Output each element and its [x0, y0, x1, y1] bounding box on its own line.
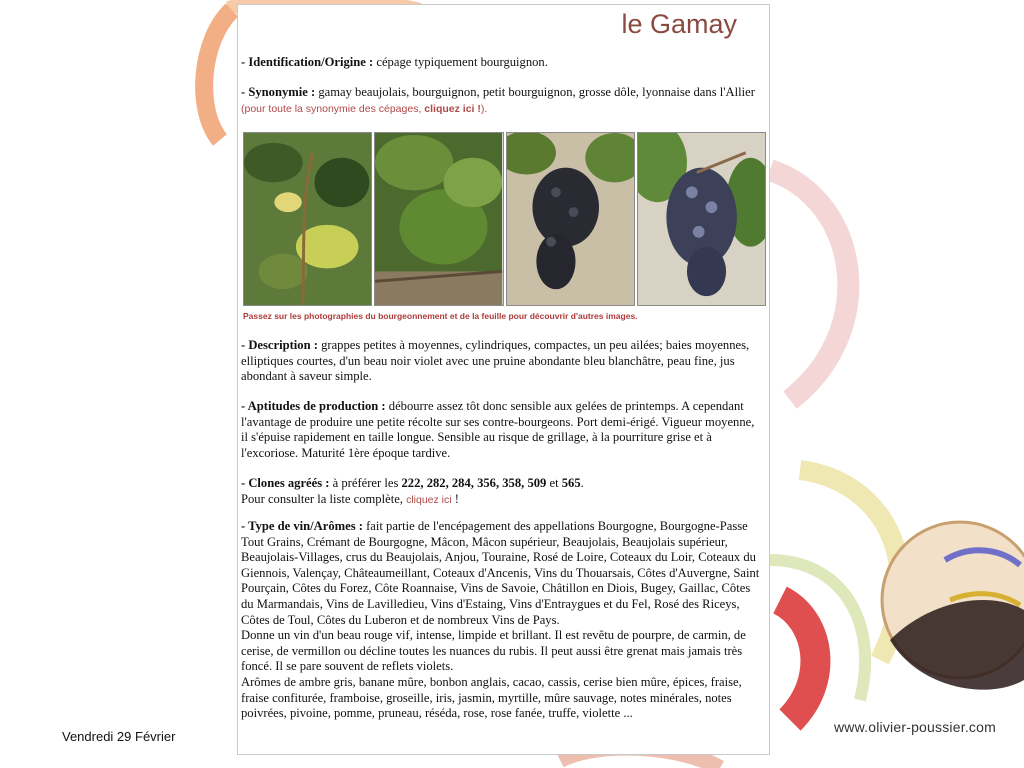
- description-text: grappes petites à moyennes, cylindriques, compactes, un peu ailées; baies moyennes, elliptiques courtes, d'un beau noir violet avec une pruine abondante bleu blanchâtre, peau fine, jus abondant à saveur simple.: [241, 338, 750, 384]
- synonymie-paragraph: [241, 85, 761, 117]
- synonymie-link-suffix: ).: [480, 102, 488, 115]
- type-vin-text2: Donne un vin d'un beau rouge vif, intense, limpide et brillant. Il est revêtu de pourpre, de carmin, de cerise, de vermillon ou décline toutes les nuances du rubis. Il peut aussi être grenat mais jamais très foncé. Il se pare souvent de reflets violets.: [241, 628, 746, 674]
- type-vin-text3: Arômes de ambre gris, banane mûre, bonbon anglais, cacao, cassis, cerise bien mûre, épices, fraise, fraise confiturée, framboise, groseille, iris, jasmin, myrtille, mûre sauvage, notes minérales, notes poivrées, pivoine, pomme, pruneau, réséda, rose, rose fanée, truffe, violette ...: [241, 674, 742, 721]
- identification-paragraph: [241, 55, 761, 71]
- clones-link[interactable]: cliquez ici: [406, 493, 452, 506]
- type-vin-text: fait partie de l'encépagement des appellations Bourgogne, Bourgogne-Passe Tout Grains, Crémant de Bourgogne, Mâcon, Mâcon supérieur, Beaujolais, Beaujolais supérieur, Beaujolais-Villages, crus du Beaujolais, Anjou, Touraine, Rosé de Loire, Coteaux du Loir, Coteaux du Giennois, Valençay, Châteaumeillant, Coteaux d'Ancenis, Vins du Thouarsais, Côtes d'Auvergne, Saint Pourçain, Côtes du Forez, Côte Roannaise, Vins de Savoie, Châtillon en Diois, Bugey, Gaillac, Côtes du Marmandais, Vins de Lavilledieu, Vins d'Estaing, Vins d'Entraygues et du Fel, Rosé des Riceys, Côtes de Toul, Côtes du Luberon et de nombreux Vins de Pays.: [241, 519, 760, 627]
- aptitudes-paragraph: [241, 399, 761, 461]
- photo-bourgeonnement[interactable]: [243, 132, 372, 306]
- footer-website[interactable]: www.olivier-poussier.com: [834, 719, 996, 735]
- clones-label: - Clones agréés :: [241, 476, 330, 490]
- photo-strip: [243, 132, 766, 306]
- clones-prefix: à préférer les: [329, 476, 402, 490]
- description-paragraph: [241, 338, 761, 385]
- clones-paragraph: [241, 476, 761, 508]
- photo-feuille[interactable]: [374, 132, 503, 306]
- gamay-sheet: [237, 4, 770, 755]
- budding-leaves-image: [244, 133, 371, 305]
- synonymie-link-prefix: (pour toute la synonymie des cépages,: [241, 102, 425, 115]
- clones-and: et: [546, 476, 562, 490]
- clones-line2-end: !: [451, 491, 459, 506]
- clones-last: 565: [561, 476, 581, 490]
- identification-label: - Identification/Origine :: [241, 55, 374, 69]
- page-title: le Gamay: [621, 9, 737, 39]
- vine-leaf-image: [375, 133, 502, 305]
- photo-caption: Passez sur les photographies du bourgeonnement et de la feuille pour découvrir d'autres images.: [243, 311, 638, 321]
- bloomed-grape-image: [638, 133, 765, 305]
- aptitudes-label: - Aptitudes de production :: [241, 399, 386, 413]
- photo-grappe-noire[interactable]: [506, 132, 635, 306]
- aptitudes-text: débourre assez tôt donc sensible aux gelées de printemps. A cependant l'avantage de produire une petite récolte sur ses contre-bourgeons. Port demi-érigé. Vigueur moyenne, il s'épuise rapidement en taille longue. Sensible au risque de grillage, à la pourriture grise et à l'excoriose. Maturité 1ère époque tardive.: [241, 399, 755, 460]
- black-grape-image: [507, 133, 634, 305]
- type-vin-paragraph: [241, 519, 761, 722]
- footer-date: Vendredi 29 Février: [62, 729, 176, 744]
- description-label: - Description :: [241, 338, 318, 352]
- photo-grappe-pruinee[interactable]: [637, 132, 766, 306]
- synonymie-link-bold[interactable]: cliquez ici !: [424, 102, 481, 115]
- clones-line2: Pour consulter la liste complète,: [241, 491, 407, 506]
- synonymie-link[interactable]: [241, 103, 487, 115]
- synonymie-label: - Synonymie :: [241, 85, 316, 99]
- synonymie-text: gamay beaujolais, bourguignon, petit bourguignon, grosse dôle, lyonnaise dans l'Allier: [315, 85, 755, 99]
- clones-end: .: [580, 476, 584, 490]
- identification-text: cépage typiquement bourguignon.: [373, 55, 548, 69]
- clones-numbers: 222, 282, 284, 356, 358, 509: [401, 476, 547, 490]
- type-vin-label: - Type de vin/Arômes :: [241, 519, 363, 533]
